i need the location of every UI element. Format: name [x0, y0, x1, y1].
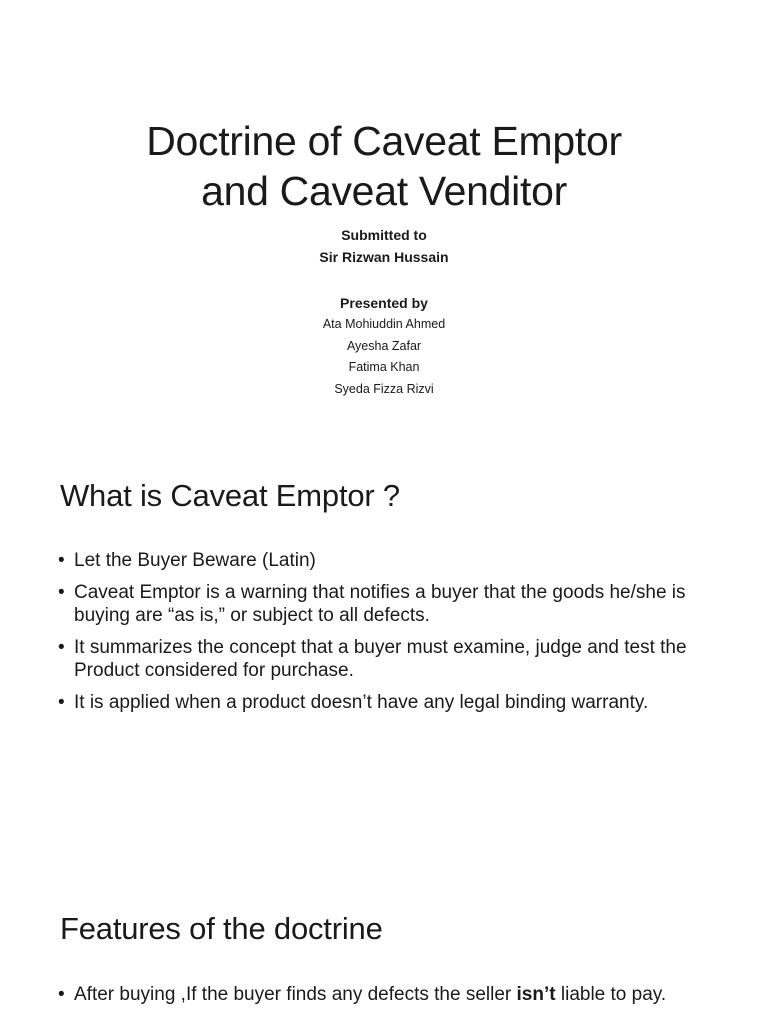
slide-heading: Features of the doctrine	[60, 911, 383, 946]
bullet-item: • Let the Buyer Beware (Latin)	[58, 549, 738, 572]
submitted-block	[0, 224, 768, 268]
bullet-item: • It summarizes the concept that a buyer must examine, judge and test the Product considered for purchase.	[58, 636, 738, 682]
bullet-list	[58, 983, 738, 1015]
bullet-item: • Caveat Emptor is a warning that notifies a buyer that the goods he/she is buying are “as is,” or subject to all defects.	[58, 581, 738, 627]
submitted-name: Sir Rizwan Hussain	[319, 249, 449, 265]
bullet-text: After buying ,If the buyer finds any defects the seller	[74, 984, 517, 1005]
presented-label: Presented by	[340, 295, 428, 311]
presenter-name: Ayesha Zafar	[346, 338, 422, 353]
title-line-2: and Caveat Venditor	[201, 168, 567, 214]
bullet-list	[58, 549, 738, 723]
submitted-label: Submitted to	[341, 227, 427, 243]
slide-heading: What is Caveat Emptor ?	[60, 478, 400, 513]
presenter-name: Syeda Fizza Rizvi	[334, 381, 434, 396]
bullet-item: • It is applied when a product doesn’t have any legal binding warranty.	[58, 691, 738, 714]
bullet-text: liable to pay.	[555, 984, 667, 1005]
presenter-name: Fatima Khan	[348, 360, 420, 374]
presenter-list	[0, 314, 768, 400]
title-line-1: Doctrine of Caveat Emptor	[146, 118, 622, 164]
presentation-title	[0, 116, 768, 216]
presented-block	[0, 292, 768, 314]
bullet-emphasis: isn’t	[516, 984, 556, 1005]
features-slide	[0, 864, 768, 1024]
presenter-name: Ata Mohiuddin Ahmed	[322, 317, 446, 331]
bullet-item	[58, 983, 738, 1006]
caveat-emptor-slide	[0, 432, 768, 864]
title-slide	[0, 0, 768, 432]
